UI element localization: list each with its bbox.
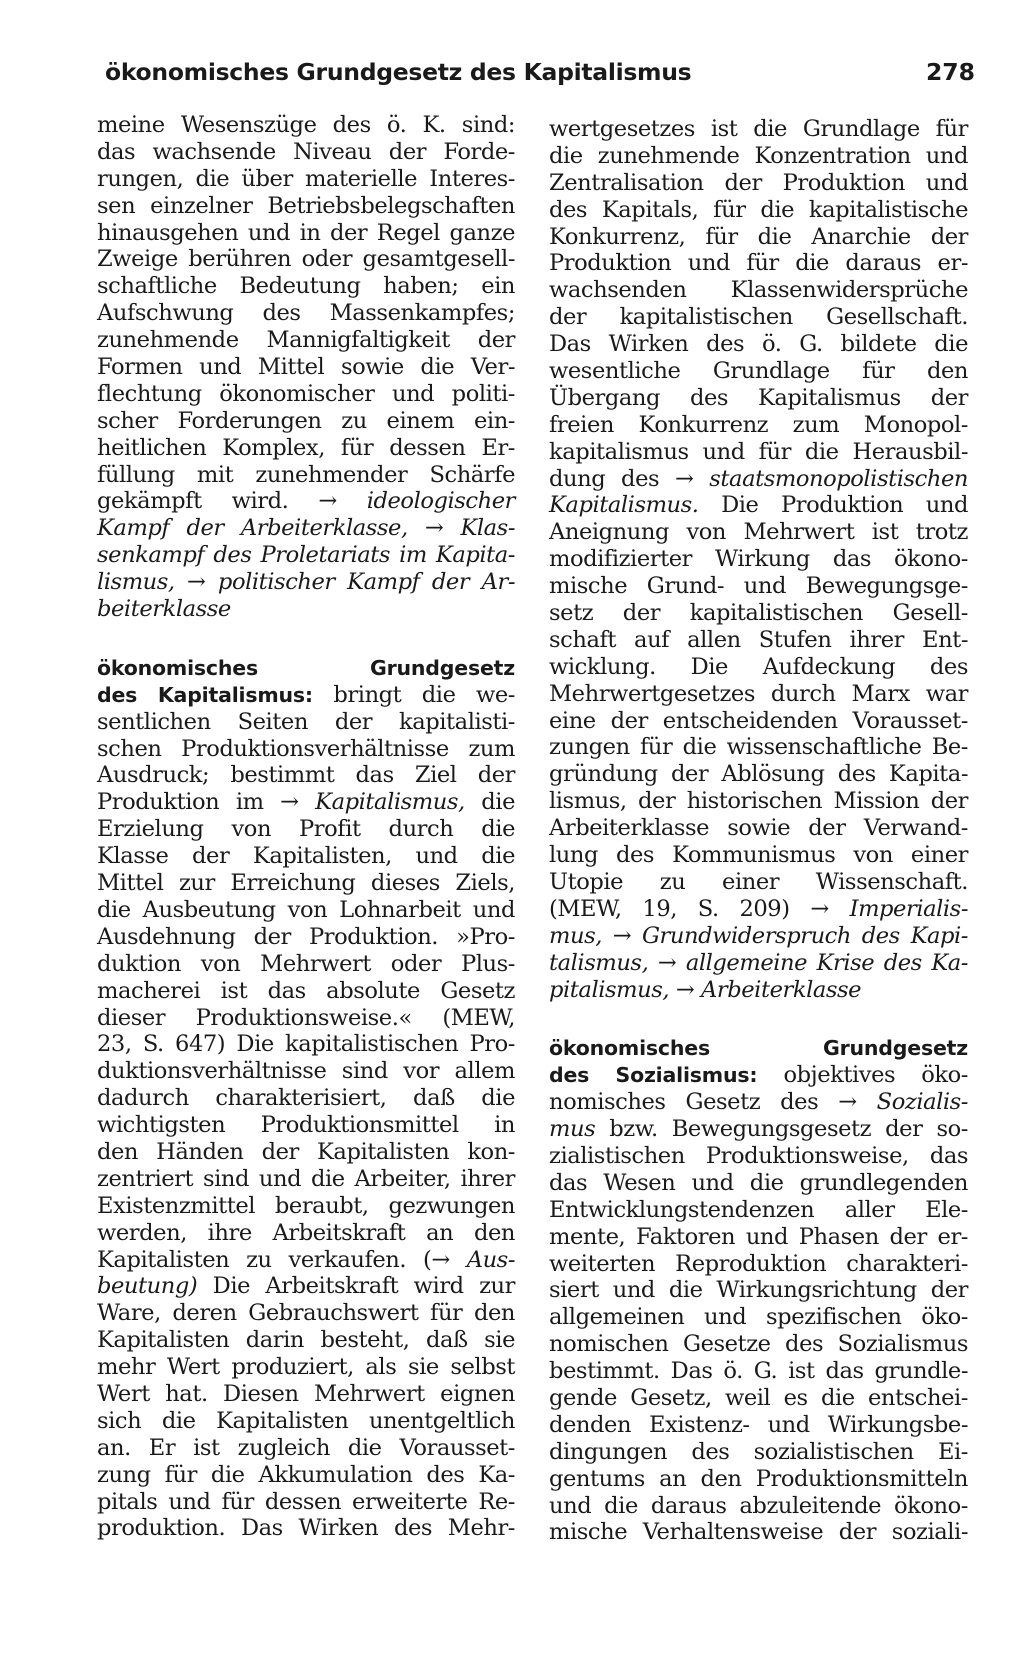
text-line: werden, ihre Arbeitskraft an den (97, 1219, 515, 1246)
text-run: objektives öko- (757, 1062, 968, 1089)
cross-reference-line: pitalismus, → Arbeiterklasse (549, 976, 862, 1003)
text-run: Die Produktion und (698, 492, 968, 519)
cross-reference: → Imperialis- (810, 895, 969, 922)
text-line: scher Forderungen zu einem ein- (97, 407, 515, 434)
text-line: gende Gesetz, weil es die entschei- (549, 1384, 968, 1411)
text-line: nomischen Gesetze des Sozialismus (549, 1331, 968, 1358)
text-line: schaftliche Bedeutung haben; ein (97, 273, 515, 300)
text-line: duktion von Mehrwert oder Plus- (97, 950, 515, 977)
text-line: mente, Faktoren und Phasen der er- (549, 1223, 968, 1250)
text-line: Formen und Mittel sowie die Ver- (97, 354, 515, 381)
text-line: gentums an den Produktionsmitteln (549, 1465, 968, 1492)
text-line (97, 488, 515, 515)
cross-reference-line: talismus, → allgemeine Krise des Ka- (549, 949, 968, 976)
text-line: Arbeiterklasse sowie der Verwand- (549, 815, 968, 842)
text-line: heitlichen Komplex, für dessen Er- (97, 434, 515, 461)
text-line: duktionsverhältnisse sind vor allem (97, 1058, 515, 1085)
text-line: Übergang des Kapitalismus der (549, 384, 968, 411)
text-line: mische Grund- und Bewegungsge- (549, 573, 968, 600)
text-line (97, 789, 515, 816)
text-line: Entwicklungstendenzen aller Ele- (549, 1196, 968, 1223)
text-line: schen Produktionsverhältnisse zum (97, 735, 515, 762)
text-line: flechtung ökonomischer und politi- (97, 380, 515, 407)
text-run: (MEW, 19, S. 209) (549, 895, 811, 922)
text-line: modifizierter Wirkung das ökono- (549, 546, 968, 573)
text-line: zentriert sind und die Arbeiter, ihrer (97, 1165, 515, 1192)
text-line: Konkurrenz, für die Anarchie der (549, 223, 968, 250)
text-line (549, 466, 968, 493)
text-line: wichtigsten Produktionsmittel in (97, 1112, 515, 1139)
text-line: hinausgehen und in der Regel ganze (97, 219, 515, 246)
text-line: denden Existenz- und Wirkungsbe- (549, 1411, 968, 1438)
text-line (549, 1089, 968, 1116)
text-line: Mehrwertgesetzes durch Marx war (549, 680, 968, 707)
right-column (549, 116, 968, 1546)
text-line: den Händen der Kapitalisten kon- (97, 1138, 515, 1165)
text-line: 23, S. 647) Die kapitalistischen Pro- (97, 1031, 515, 1058)
text-line: meine Wesenszüge des ö. K. sind: (97, 112, 515, 138)
left-column (97, 112, 515, 1542)
text-line: wicklung. Die Aufdeckung des (549, 653, 968, 680)
text-line: bestimmt. Das ö. G. ist das grundle- (549, 1358, 968, 1385)
text-line: eine der entscheidenden Vorausset- (549, 707, 968, 734)
text-line: sen einzelner Betriebsbelegschaften (97, 192, 515, 219)
text-line: Mittel zur Erreichung dieses Ziels, (97, 870, 515, 897)
text-line: freien Konkurrenz zum Monopol- (549, 411, 968, 438)
cross-reference-line: beiterklasse (97, 596, 231, 623)
text-line: kapitalismus und für die Herausbil- (549, 438, 968, 465)
text-line: gründung der Ablösung des Kapita- (549, 761, 968, 788)
text-line: Zentralisation der Produktion und (549, 169, 968, 196)
text-line: Wert hat. Diesen Mehrwert eignen (97, 1380, 515, 1407)
cross-reference: → Aus- (431, 1246, 515, 1273)
text-line: zialistischen Produktionsweise, das (549, 1142, 968, 1169)
text-line (549, 1116, 968, 1143)
running-head: ökonomisches Grundgesetz des Kapitalismus (105, 58, 692, 86)
entry-separator (549, 1003, 968, 1035)
text-line: Zweige berühren oder gesamtgesell- (97, 246, 515, 273)
text-line: Kapitalisten darin besteht, daß sie (97, 1327, 515, 1354)
text-run: Produktion im (97, 789, 281, 816)
text-run: Kapitalisten zu verkaufen. ( (97, 1246, 432, 1273)
entry-headword-line (97, 655, 515, 682)
text-line: lismus, der historischen Mission der (549, 788, 968, 815)
text-line: an. Er ist zugleich die Vorausset- (97, 1434, 515, 1461)
text-line: mehr Wert produziert, als sie selbst (97, 1354, 515, 1381)
page-number: 278 (925, 58, 975, 86)
text-line: sich die Kapitalisten unentgeltlich (97, 1407, 515, 1434)
text-line: lung des Kommunismus von einer (549, 842, 968, 869)
text-line: füllung mit zunehmender Schärfe (97, 461, 515, 488)
page-header (105, 58, 975, 98)
entry-headword: ökonomisches Grundgesetz (549, 1036, 968, 1061)
text-line: weiterten Reproduktion charakteri- (549, 1250, 968, 1277)
text-line: produktion. Das Wirken des Mehr- (97, 1515, 515, 1542)
cross-reference: → staatsmonopolistischen (674, 465, 968, 492)
text-run: die (464, 789, 515, 816)
text-line (549, 896, 968, 923)
text-line: Klasse der Kapitalisten, und die (97, 843, 515, 870)
text-line: Utopie zu einer Wissenschaft. (549, 868, 968, 895)
text-line: des Kapitals, für die kapitalistische (549, 196, 968, 223)
text-line: pitals und für dessen erweiterte Re- (97, 1488, 515, 1515)
text-line (97, 682, 515, 709)
text-line: Ware, deren Gebrauchswert für den (97, 1300, 515, 1327)
entry-headword-line (549, 1035, 968, 1062)
text-line (97, 1273, 515, 1300)
text-line: mische Verhaltensweise der soziali- (549, 1519, 968, 1546)
text-line: rungen, die über materielle Interes- (97, 165, 515, 192)
text-line: das Wesen und die grundlegenden (549, 1169, 968, 1196)
cross-reference-line: Kampf der Arbeiterklasse, → Klas- (97, 515, 515, 542)
text-line: Aufschwung des Massenkampfes; (97, 300, 515, 327)
text-line (549, 1062, 968, 1089)
text-line: wertgesetzes ist die Grundlage für (549, 116, 968, 142)
text-line: allgemeinen und spezifischen öko- (549, 1304, 968, 1331)
cross-reference: mus (549, 1116, 596, 1143)
text-line: dieser Produktionsweise.« (MEW, (97, 1004, 515, 1031)
text-line: zunehmende Mannigfaltigkeit der (97, 327, 515, 354)
text-line: Produktion und für die daraus er- (549, 250, 968, 277)
text-line: Aneignung von Mehrwert ist trotz (549, 519, 968, 546)
text-line: zungen für die wissenschaftliche Be- (549, 734, 968, 761)
text-line: das wachsende Niveau der Forde- (97, 138, 515, 165)
text-line (97, 1247, 515, 1274)
text-line: Ausdruck; bestimmt das Ziel der (97, 762, 515, 789)
text-run: nomisches Gesetz des (549, 1089, 839, 1116)
text-line: dingungen des sozialistischen Ei- (549, 1438, 968, 1465)
text-line: Das Wirken des ö. G. bildete die (549, 331, 968, 358)
text-line: schaft auf allen Stufen ihrer Ent- (549, 626, 968, 653)
entry-headword: des Sozialismus: (549, 1063, 758, 1088)
text-line: Ausdehnung der Produktion. »Pro- (97, 923, 515, 950)
text-line: die Ausbeutung von Lohnarbeit und (97, 896, 515, 923)
entry-headword: ökonomisches Grundgesetz (97, 655, 515, 680)
cross-reference: → Sozialis- (838, 1089, 968, 1116)
text-line: zung für die Akkumulation des Ka- (97, 1461, 515, 1488)
text-line: setz der kapitalistischen Gesell- (549, 600, 968, 627)
entry-headword: des Kapitalismus: (97, 682, 313, 707)
cross-reference: Kapitalismus. (549, 492, 699, 519)
text-line: siert und die Wirkungsrichtung der (549, 1277, 968, 1304)
cross-reference-line: lismus, → politischer Kampf der Ar- (97, 569, 515, 596)
text-line: macherei ist das absolute Gesetz (97, 977, 515, 1004)
cross-reference: beutung) (97, 1273, 198, 1300)
text-line: der kapitalistischen Gesellschaft. (549, 304, 968, 331)
cross-reference-line: senkampf des Proletariats im Kapita- (97, 542, 515, 569)
text-line: Erzielung von Profit durch die (97, 816, 515, 843)
text-line (549, 492, 968, 519)
text-line: die zunehmende Konzentration und (549, 142, 968, 169)
text-run: bzw. Bewegungsgesetz der so- (595, 1116, 968, 1143)
text-run: bringt die we- (312, 681, 515, 708)
cross-reference: → ideologischer (318, 488, 516, 515)
text-line: sentlichen Seiten der kapitalisti- (97, 708, 515, 735)
text-line: wachsenden Klassenwidersprüche (549, 277, 968, 304)
text-line: und die daraus abzuleitende ökono- (549, 1492, 968, 1519)
text-run: gekämpft wird. (97, 488, 319, 515)
text-run: dung des (549, 465, 675, 492)
text-line: wesentliche Grundlage für den (549, 358, 968, 385)
cross-reference-line: mus, → Grundwiderspruch des Kapi- (549, 922, 968, 949)
entry-separator (97, 623, 515, 655)
text-line: Existenzmittel beraubt, gezwungen (97, 1192, 515, 1219)
text-line: dadurch charakterisiert, daß die (97, 1085, 515, 1112)
cross-reference: → Kapitalismus, (280, 789, 465, 816)
text-run: Die Arbeitskraft wird zur (197, 1273, 515, 1300)
